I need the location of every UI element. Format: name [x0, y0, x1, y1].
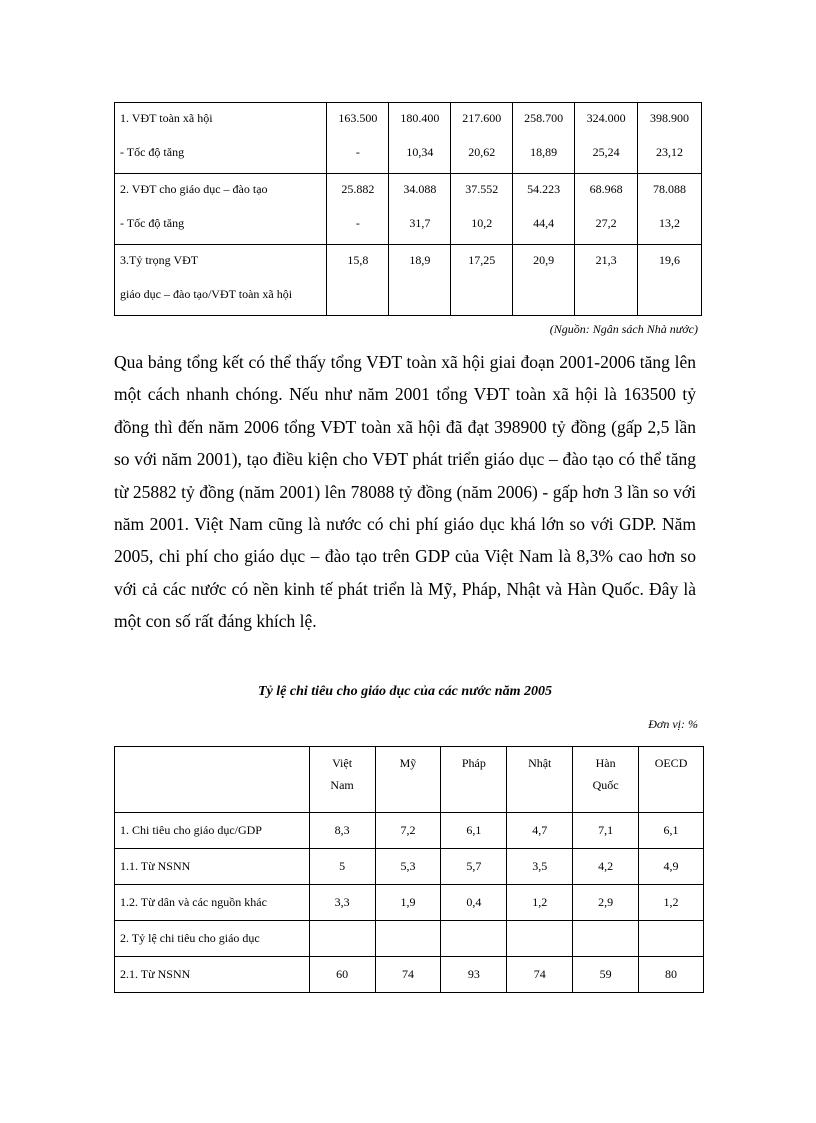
table-row [115, 849, 704, 885]
table-cell: 17,25 [451, 245, 513, 316]
table-cell: 18,9 [389, 245, 451, 316]
row-label: 2.1. Từ NSNN [115, 957, 310, 993]
table-cell: 59 [573, 957, 639, 993]
table-cell: 5,7 [441, 849, 507, 885]
table-cell: 163.500 - [327, 103, 389, 174]
table-cell: 5,3 [375, 849, 441, 885]
table-cell: 7,2 [375, 813, 441, 849]
table-cell: 25.882 - [327, 174, 389, 245]
column-header: Mỹ [375, 747, 441, 813]
table-cell [375, 921, 441, 957]
table-cell: 258.700 18,89 [513, 103, 575, 174]
row-label: 1. VĐT toàn xã hội - Tốc độ tăng [115, 103, 327, 174]
table-cell [573, 921, 639, 957]
table-row [115, 921, 704, 957]
table-cell: 180.400 10,34 [389, 103, 451, 174]
table-cell: 4,7 [507, 813, 573, 849]
table-cell: 74 [507, 957, 573, 993]
table-row [115, 103, 702, 174]
table-row [115, 885, 704, 921]
table-cell [309, 921, 375, 957]
table-cell: 1,2 [639, 885, 704, 921]
table-cell: 398.900 23,12 [638, 103, 702, 174]
table-cell: 2,9 [573, 885, 639, 921]
table-cell: 80 [639, 957, 704, 993]
table-cell: 5 [309, 849, 375, 885]
table-cell: 74 [375, 957, 441, 993]
table-row [115, 813, 704, 849]
column-header: Hàn Quốc [573, 747, 639, 813]
table-cell: 21,3 [575, 245, 638, 316]
table-cell: 4,9 [639, 849, 704, 885]
table-cell: 8,3 [309, 813, 375, 849]
table-cell: 6,1 [441, 813, 507, 849]
unit-note: Đơn vị: % [648, 717, 698, 731]
column-header: Pháp [441, 747, 507, 813]
table-cell: 93 [441, 957, 507, 993]
table-cell: 68.968 27,2 [575, 174, 638, 245]
column-header: OECD [639, 747, 704, 813]
table-cell: 1,2 [507, 885, 573, 921]
table-cell: 324.000 25,24 [575, 103, 638, 174]
column-header: Nhật [507, 747, 573, 813]
header-empty-cell [115, 747, 310, 813]
table-cell: 3,5 [507, 849, 573, 885]
table-cell: 78.088 13,2 [638, 174, 702, 245]
table-cell: 6,1 [639, 813, 704, 849]
table-header-row [115, 747, 704, 813]
table-cell: 37.552 10,2 [451, 174, 513, 245]
column-header: Việt Nam [309, 747, 375, 813]
table-cell: 3,3 [309, 885, 375, 921]
table-cell: 34.088 31,7 [389, 174, 451, 245]
row-label: 1.1. Từ NSNN [115, 849, 310, 885]
education-spending-table [114, 746, 704, 993]
source-note: (Nguồn: Ngân sách Nhà nước) [549, 322, 698, 336]
row-label: 1.2. Từ dân và các nguồn khác [115, 885, 310, 921]
table-row [115, 245, 702, 316]
row-label: 3.Tỷ trọng VĐT giáo dục – đào tạo/VĐT toàn xã hội [115, 245, 327, 316]
body-paragraph: Qua bảng tổng kết có thể thấy tổng VĐT toàn xã hội giai đoạn 2001-2006 tăng lên một cách nhanh chóng. Nếu như năm 2001 tổng VĐT toàn xã hội là 163500 tỷ đồng thì đến năm 2006 tổng VĐT toàn xã hội đã đạt 398900 tỷ đồng (gấp 2,5 lần so với năm 2001), tạo điều kiện cho VĐT phát triển giáo dục – đào tạo có thể tăng từ 25882 tỷ đồng (năm 2001) lên 78088 tỷ đồng (năm 2006) - gấp hơn 3 lần so với năm 2001. Việt Nam cũng là nước có chi phí giáo dục khá lớn so với GDP. Năm 2005, chi phí cho giáo dục – đào tạo trên GDP của Việt Nam là 8,3% cao hơn so với cả các nước có nền kinh tế phát triển là Mỹ, Pháp, Nhật và Hàn Quốc. Đây là một con số rất đáng khích lệ. [114, 352, 696, 632]
row-label: 2. VĐT cho giáo dục – đào tạo - Tốc độ tăng [115, 174, 327, 245]
table-cell: 54.223 44,4 [513, 174, 575, 245]
table-cell: 4,2 [573, 849, 639, 885]
table-cell: 7,1 [573, 813, 639, 849]
table-cell: 60 [309, 957, 375, 993]
table-cell: 20,9 [513, 245, 575, 316]
table-cell: 19,6 [638, 245, 702, 316]
table-caption: Tỷ lệ chi tiêu cho giáo dục của các nước năm 2005 [258, 684, 552, 699]
table-cell [639, 921, 704, 957]
table-cell: 1,9 [375, 885, 441, 921]
table-cell: 15,8 [327, 245, 389, 316]
table-cell: 217.600 20,62 [451, 103, 513, 174]
table-row [115, 957, 704, 993]
row-label: 1. Chi tiêu cho giáo dục/GDP [115, 813, 310, 849]
table-cell [507, 921, 573, 957]
table-cell [441, 921, 507, 957]
investment-table [114, 102, 702, 316]
table-cell: 0,4 [441, 885, 507, 921]
table-row [115, 174, 702, 245]
row-label: 2. Tỷ lệ chi tiêu cho giáo dục [115, 921, 310, 957]
